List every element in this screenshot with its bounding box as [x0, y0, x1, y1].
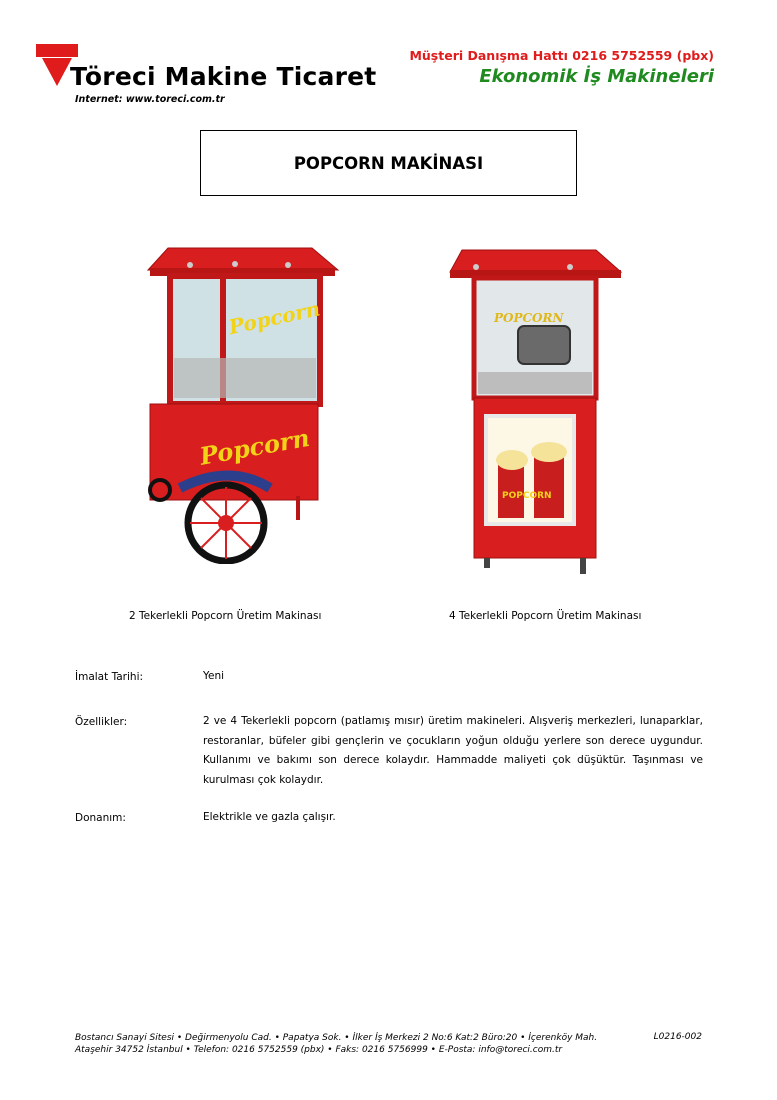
cart-sign-text: Popcorn: [226, 296, 323, 340]
title-box: [200, 130, 577, 196]
cart-sign-text-base: Popcorn: [197, 422, 312, 471]
website-link[interactable]: Internet: www.toreci.com.tr: [75, 94, 225, 105]
footer-line-1: Bostancı Sanayi Sitesi • Değirmenyolu Cad. • Papatya Sok. • İlker İş Merkezi 2 No:6 Kat:2 Büro:20 • İçerenköy Mah.: [75, 1033, 598, 1043]
document-code: L0216-002: [653, 1032, 702, 1042]
slogan: Ekonomik İş Makineleri: [479, 66, 714, 87]
cabinet-glass-sign: POPCORN: [494, 311, 564, 325]
cabinet-poster-sign: POPCORN: [502, 491, 552, 501]
spec-label-production-date: İmalat Tarihi:: [75, 671, 144, 683]
spec-label-features: Özellikler:: [75, 716, 128, 728]
product-caption: 4 Tekerlekli Popcorn Üretim Makinası: [449, 610, 642, 622]
popcorn-cart-2-wheel-icon: [140, 238, 340, 564]
footer-line-2: Ataşehir 34752 İstanbul • Telefon: 0216 5752559 (pbx) • Faks: 0216 5756999 • E-Posta: info@toreci.com.tr: [75, 1045, 563, 1055]
product-caption: 2 Tekerlekli Popcorn Üretim Makinası: [129, 610, 322, 622]
product-photo-2-wheel: [140, 238, 340, 564]
customer-hotline: Müşteri Danışma Hattı 0216 5752559 (pbx): [409, 48, 714, 63]
footer-address: [75, 1032, 715, 1056]
spec-value-features: 2 ve 4 Tekerlekli popcorn (patlamış mısır) üretim makineleri. Alışveriş merkezleri, lunaparklar, restoranlar, büfeler gibi gençlerin ve çocukların yoğun olduğu yerlere son derece uygundur. Kullanımı ve bakımı son derece kolaydır. Hammadde maliyeti çok düşüktür. Taşınması ve kurulması çok kolaydır.: [203, 715, 703, 786]
spec-value-equipment: Elektrikle ve gazla çalışır.: [203, 811, 336, 823]
spec-value-production-date: Yeni: [203, 670, 225, 682]
company-name: Töreci Makine Ticaret: [70, 62, 377, 91]
spec-label-equipment: Donanım:: [75, 812, 126, 824]
product-photo-4-wheel: [446, 244, 626, 584]
popcorn-cabinet-4-wheel-icon: [446, 244, 626, 584]
page-title: POPCORN MAKİNASI: [293, 153, 484, 173]
